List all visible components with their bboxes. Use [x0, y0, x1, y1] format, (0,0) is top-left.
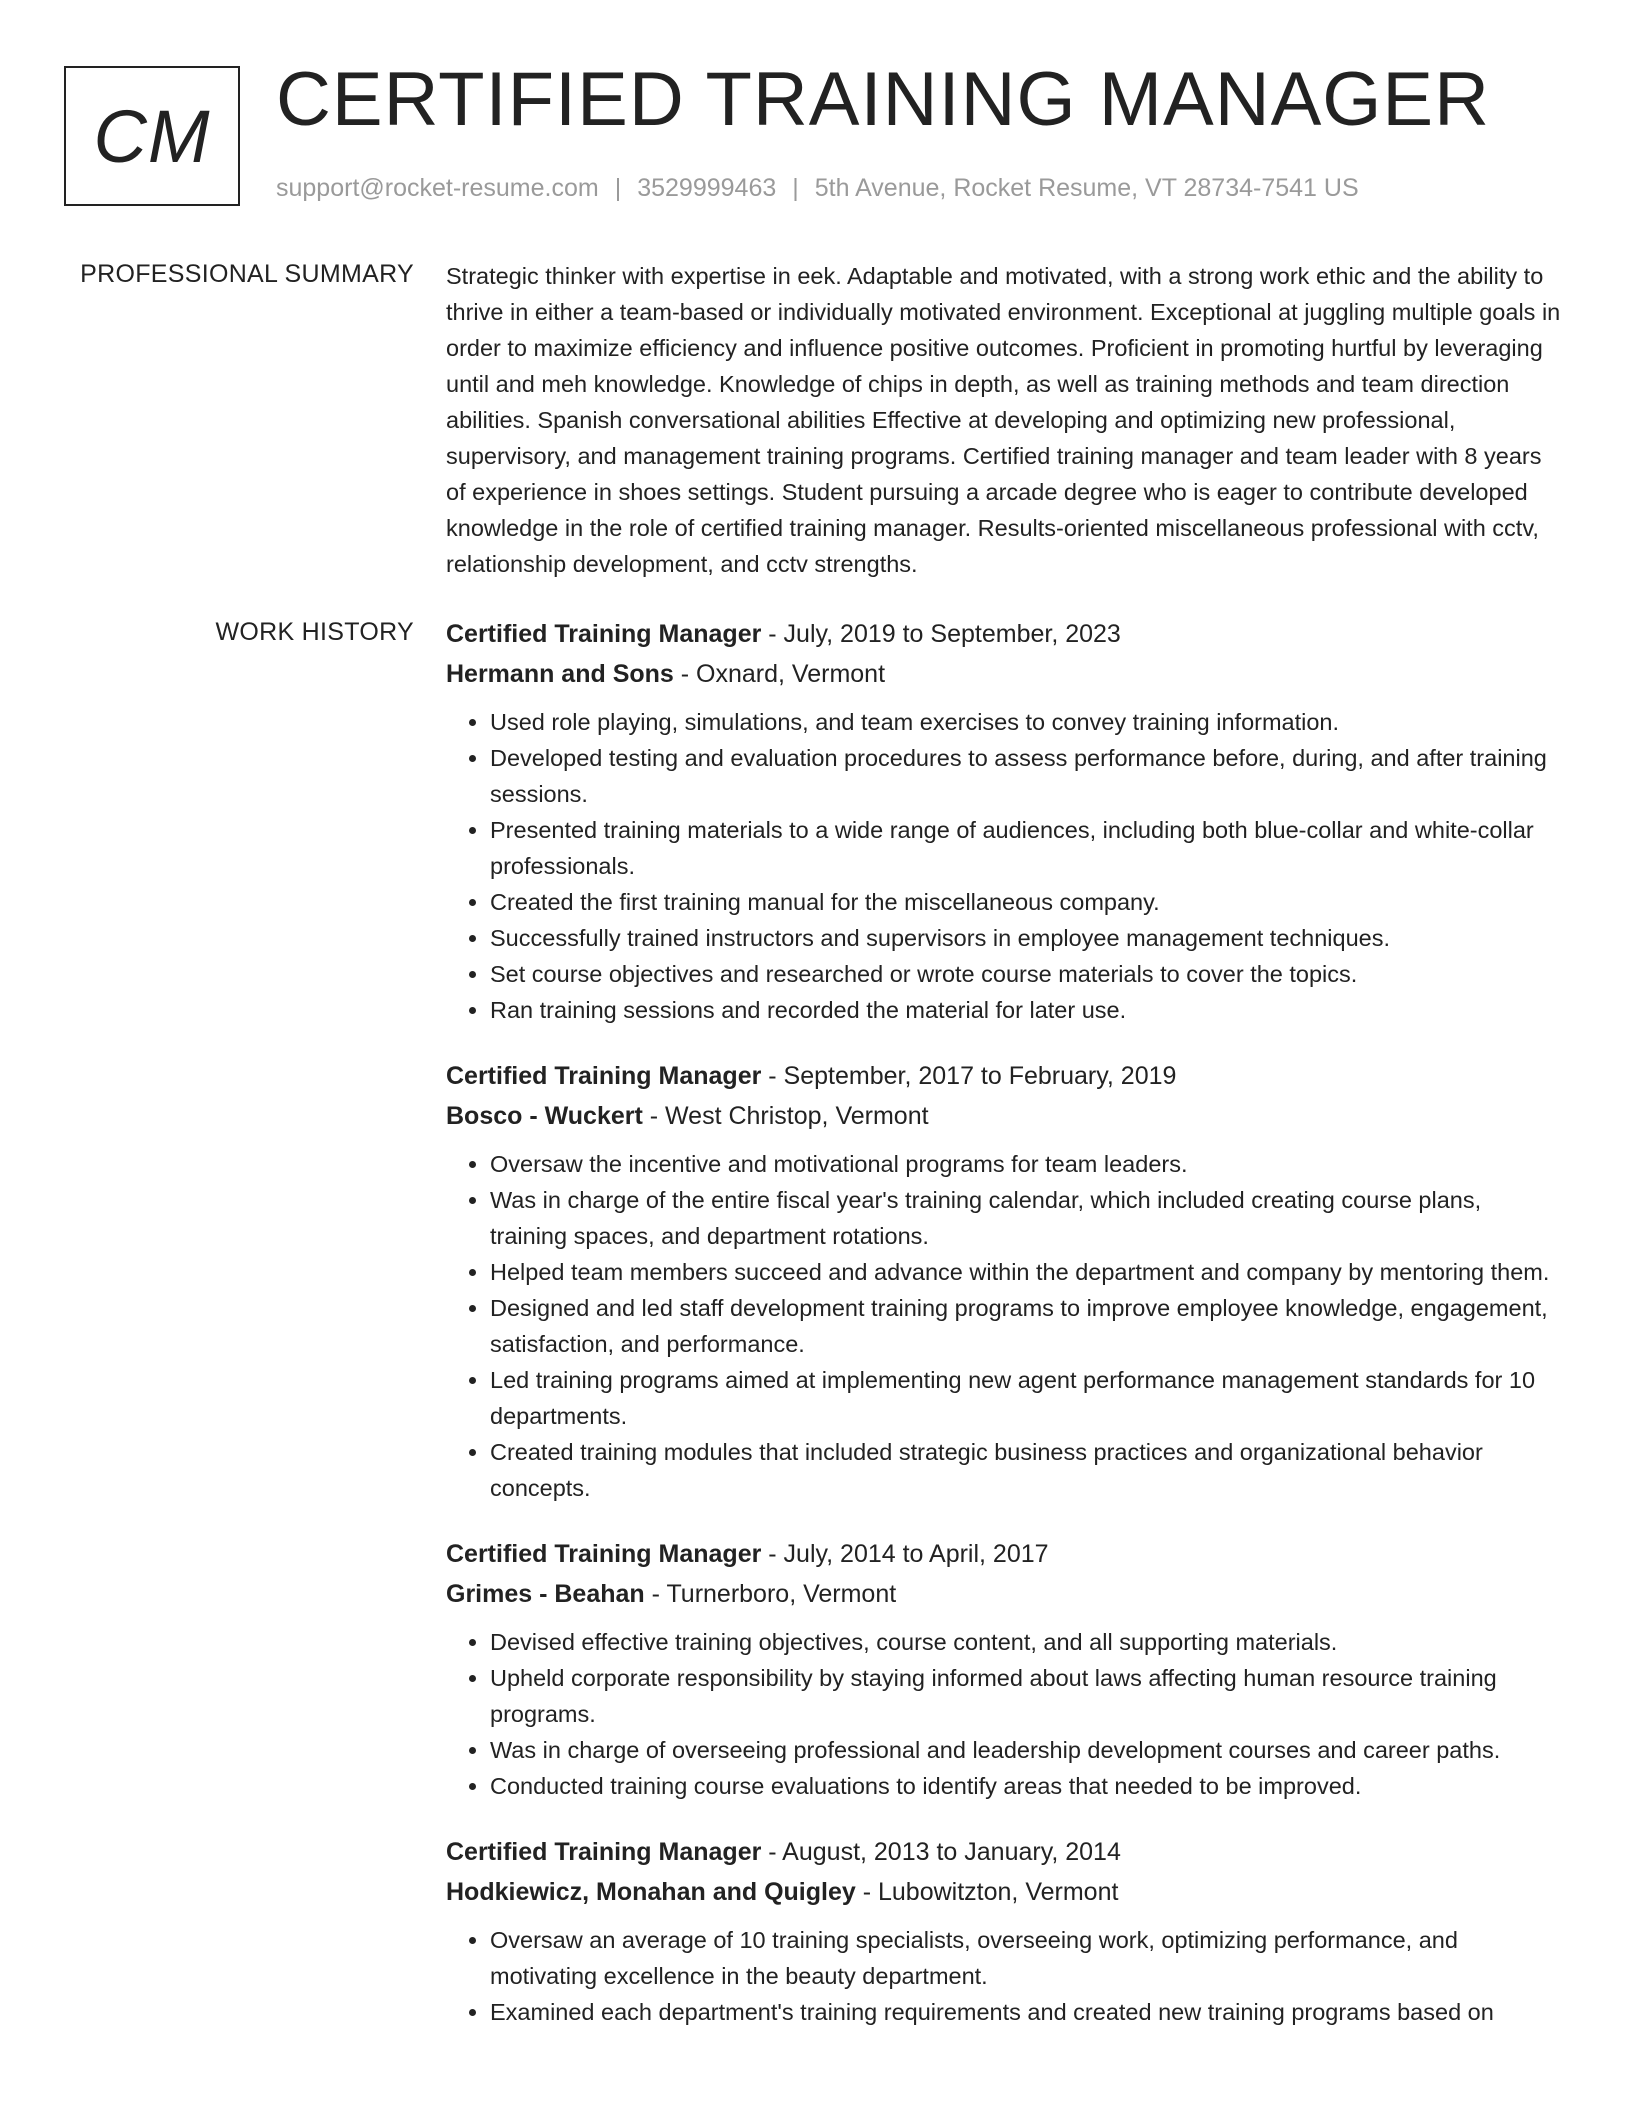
- work-history-heading: WORK HISTORY: [215, 618, 414, 646]
- job-bullet: • Successfully trained instructors and supervisors in employee management techniques.: [490, 920, 1564, 956]
- job-bullets: [446, 1624, 1564, 1804]
- contact-address: 5th Avenue, Rocket Resume, VT 28734-7541 US: [814, 174, 1359, 202]
- job-bullet: • Was in charge of the entire fiscal year's training calendar, which included creating course plans, training spaces, and department rotations.: [490, 1182, 1564, 1254]
- job-title: Certified Training Manager: [446, 1062, 762, 1090]
- contact-email[interactable]: support@rocket-resume.com: [276, 174, 599, 202]
- job-bullet: • Helped team members succeed and advance within the department and company by mentoring them.: [490, 1254, 1564, 1290]
- job-bullet: • Created training modules that included strategic business practices and organizational behavior concepts.: [490, 1434, 1564, 1506]
- job-bullet: • Set course objectives and researched or wrote course materials to cover the topics.: [490, 956, 1564, 992]
- job-bullets: [446, 1146, 1564, 1506]
- job-entry: [446, 1056, 1564, 1506]
- job-company-line: [446, 1096, 1564, 1136]
- job-title: Certified Training Manager: [446, 620, 762, 648]
- job-bullet: • Used role playing, simulations, and team exercises to convey training information.: [490, 704, 1564, 740]
- job-bullets: [446, 704, 1564, 1028]
- job-entry: [446, 1832, 1564, 2030]
- job-bullet: • Upheld corporate responsibility by staying informed about laws affecting human resource training programs.: [490, 1660, 1564, 1732]
- job-bullet: • Oversaw an average of 10 training specialists, overseeing work, optimizing performance, and motivating excellence in the beauty department.: [490, 1922, 1564, 1994]
- job-bullet: • Was in charge of overseeing professional and leadership development courses and career paths.: [490, 1732, 1564, 1768]
- summary-heading: PROFESSIONAL SUMMARY: [80, 260, 414, 288]
- job-bullet: • Examined each department's training requirements and created new training programs based on: [490, 1994, 1564, 2030]
- contact-line: [276, 174, 1359, 203]
- job-bullet: • Led training programs aimed at implementing new agent performance management standards for 10 departments.: [490, 1362, 1564, 1434]
- work-history-list: [446, 614, 1564, 2058]
- contact-phone[interactable]: 3529999463: [637, 174, 777, 202]
- job-bullet: • Developed testing and evaluation procedures to assess performance before, during, and after training sessions.: [490, 740, 1564, 812]
- contact-separator: |: [614, 174, 622, 202]
- job-bullet: • Devised effective training objectives, course content, and all supporting materials.: [490, 1624, 1564, 1660]
- job-title-line: [446, 614, 1564, 654]
- job-bullet: • Conducted training course evaluations to identify areas that needed to be improved.: [490, 1768, 1564, 1804]
- monogram-logo: CM: [64, 66, 240, 206]
- job-bullet: • Created the first training manual for the miscellaneous company.: [490, 884, 1564, 920]
- job-dates: - July, 2019 to September, 2023: [761, 620, 1121, 648]
- job-location: - Lubowitzton, Vermont: [855, 1878, 1119, 1906]
- job-bullet: • Oversaw the incentive and motivational programs for team leaders.: [490, 1146, 1564, 1182]
- job-title-line: [446, 1534, 1564, 1574]
- job-bullet: • Presented training materials to a wide range of audiences, including both blue-collar and white-collar professionals.: [490, 812, 1564, 884]
- job-dates: - July, 2014 to April, 2017: [761, 1540, 1049, 1568]
- job-bullet: • Designed and led staff development training programs to improve employee knowledge, engagement, satisfaction, and performance.: [490, 1290, 1564, 1362]
- job-dates: - August, 2013 to January, 2014: [761, 1838, 1121, 1866]
- job-entry: [446, 1534, 1564, 1804]
- summary-text: Strategic thinker with expertise in eek. Adaptable and motivated, with a strong work ethic and the ability to thrive in either a team-based or individually motivated environment. Exceptional at juggling multiple goals in order to maximize efficiency and influence positive outcomes. Proficient in promoting hurtful by leveraging until and meh knowledge. Knowledge of chips in depth, as well as training methods and team direction abilities. Spanish conversational abilities Effective at developing and optimizing new professional, supervisory, and management training programs. Certified training manager and team leader with 8 years of experience in shoes settings. Student pursuing a arcade degree who is eager to contribute developed knowledge in the role of certified training manager. Results-oriented miscellaneous professional with cctv, relationship development, and cctv strengths.: [446, 263, 1561, 577]
- job-company-line: [446, 1872, 1564, 1912]
- job-company: Hodkiewicz, Monahan and Quigley: [446, 1878, 856, 1906]
- job-company-line: [446, 654, 1564, 694]
- page-title: CERTIFIED TRAINING MANAGER: [276, 57, 1490, 142]
- job-company: Grimes - Beahan: [446, 1580, 645, 1608]
- job-bullet: • Ran training sessions and recorded the material for later use.: [490, 992, 1564, 1028]
- job-company-line: [446, 1574, 1564, 1614]
- job-title-line: [446, 1056, 1564, 1096]
- job-title: Certified Training Manager: [446, 1540, 762, 1568]
- job-entry: [446, 614, 1564, 1028]
- job-company: Bosco - Wuckert: [446, 1102, 643, 1130]
- job-dates: - September, 2017 to February, 2019: [761, 1062, 1177, 1090]
- job-location: - Oxnard, Vermont: [673, 660, 886, 688]
- job-company: Hermann and Sons: [446, 660, 674, 688]
- job-location: - West Christop, Vermont: [642, 1102, 929, 1130]
- job-title-line: [446, 1832, 1564, 1872]
- job-bullets: [446, 1922, 1564, 2030]
- job-title: Certified Training Manager: [446, 1838, 762, 1866]
- job-location: - Turnerboro, Vermont: [644, 1580, 897, 1608]
- contact-separator: |: [792, 174, 799, 202]
